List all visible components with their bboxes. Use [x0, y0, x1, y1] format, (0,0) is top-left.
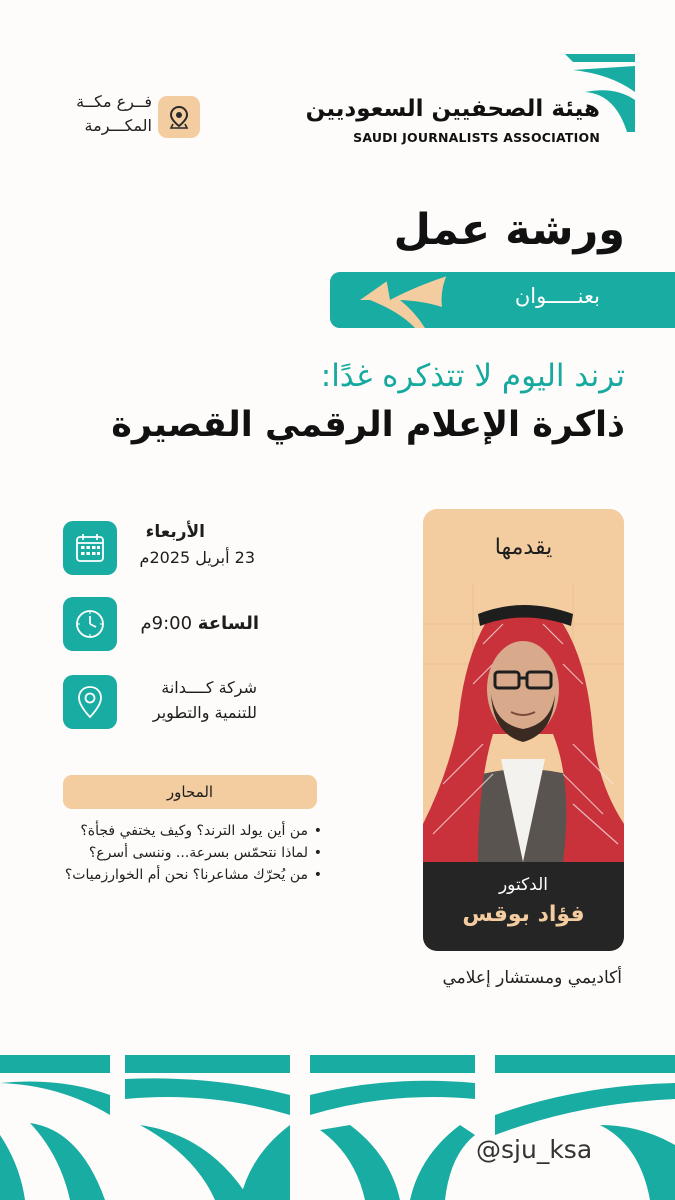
time-value: 9:00م [140, 613, 193, 634]
branch-name-line2: المكـــرمة [84, 116, 152, 135]
speaker-role: أكاديمي ومستشار إعلامي [442, 968, 622, 988]
org-name-arabic: هيئة الصحفيين السعوديين [305, 96, 600, 122]
topic-item: • من أين يولد الترند؟ وكيف يختفي فجأة؟ [60, 820, 322, 842]
speaker-photo [423, 584, 624, 862]
topic-item: • من يُحرّك مشاعرنا؟ نحن أم الخوارزميات؟ [60, 864, 322, 886]
event-subtitle: ترند اليوم لا تتذكره غدًا: [320, 358, 625, 394]
banner-pattern [330, 272, 675, 328]
banner-label: بعنـــــوان [514, 284, 600, 308]
location-line1: شركة كــــدانة [161, 678, 257, 697]
topics-heading: المحاور [63, 775, 317, 809]
location-pin-icon [158, 96, 200, 138]
event-time [140, 613, 259, 634]
speaker-card [423, 509, 624, 951]
speaker-nameplate [423, 862, 624, 951]
speaker-name: فؤاد بوقس [462, 902, 585, 927]
topic-item: • لماذا نتحمّس بسرعة... وننسى أسرع؟ [60, 842, 322, 864]
presented-by-label: يقدمها [494, 535, 553, 560]
speaker-title: الدكتور [498, 875, 549, 895]
org-name-english: SAUDI JOURNALISTS ASSOCIATION [353, 130, 600, 145]
location-line2: للتنمية والتطوير [152, 703, 257, 722]
branch-name-line1: فــرع مكــة [76, 92, 152, 111]
calendar-icon [63, 521, 117, 575]
clock-icon [63, 597, 117, 651]
event-type-heading: ورشة عمل [393, 205, 625, 255]
footer-pattern [0, 1055, 675, 1200]
location-marker-icon [63, 675, 117, 729]
event-title: ذاكرة الإعلام الرقمي القصيرة [111, 405, 625, 445]
topics-list [60, 820, 322, 886]
event-date: 23 أبريل 2025م [139, 548, 255, 567]
title-banner [330, 272, 675, 328]
event-day: الأربعاء [145, 522, 205, 542]
social-handle: @sju_ksa [476, 1135, 593, 1164]
time-label: الساعة [197, 613, 259, 634]
